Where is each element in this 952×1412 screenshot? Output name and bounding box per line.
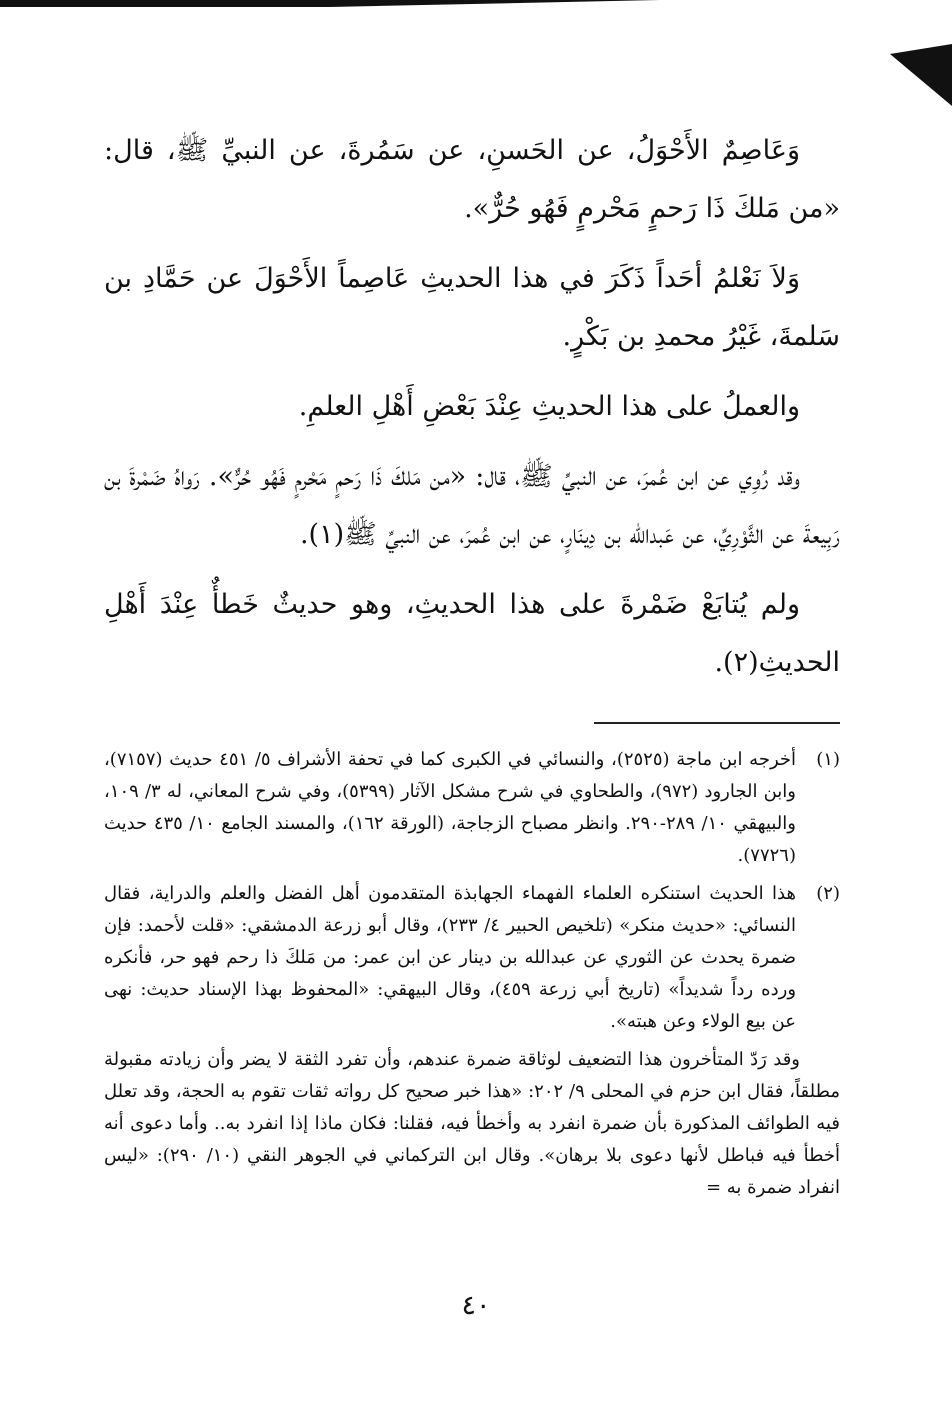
paragraph: وَلاَ نَعْلمُ أحَداً ذَكَرَ في هذا الحديثِ عَاصِماً الأَحْوَلَ عن حَمَّادِ بن سَلمةَ، غَيْرُ محمدِ بن بَكْرٍ. (104, 263, 840, 352)
paragraph: وقد رُوِي عن ابن عُمرَ، عن النبيِّ ﷺ، قال: «من مَلكَ ذَا رَحمٍ مَحْرمٍ فَهُو حُرٌّ». رَواهُ ضَمْرةَ بن رَبِيعةَ عن الثَّوْرِيِّ، عن عَبدالله بن دِينَارٍ، عن ابن عُمرَ، عن النبيِّ ﷺ(١). (104, 461, 840, 550)
paragraph: ولم يُتابَعْ ضَمْرةَ على هذا الحديثِ، وهو حديثٌ خَطأٌ عِنْدَ أَهْلِ الحديثِ(٢). (104, 589, 840, 678)
paragraph: والعملُ على هذا الحديثِ عِنْدَ بَعْضِ أَهْلِ العلمِ. (298, 391, 800, 422)
footnote-separator (594, 722, 840, 724)
footnote-text: هذا الحديث استنكره العلماء الفهماء الجهابذة المتقدمون أهل الفضل والعلم والدراية، فقال النسائي: «حديث منكر» (تلخيص الحبير ٤/ ٢٣٣)، وقال أبو زرعة الدمشقي: «قلت لأحمد: فإن ضمرة يحدث عن الثوري عن عبدالله بن دينار عن ابن عمر: من مَلكَ ذا رحم فهو حر، فأنكره ورده رداً شديداً» (تاريخ أبي زرعة ٤٥٩)، وقال البيهقي: «المحفوظ بهذا الإسناد حديث: نهى عن بيع الولاء وعن هبته». (104, 883, 797, 1032)
footnote-number: (٢) (816, 883, 840, 904)
footnote-text: أخرجه ابن ماجة (٢٥٢٥)، والنسائي في الكبرى كما في تحفة الأشراف ٥/ ٤٥١ حديث (٧١٥٧)، وابن الجارود (٩٧٢)، والطحاوي في شرح مشكل الآثار (٥٣٩٩)، وفي شرح المعاني، له ٣/ ١٠٩، والبيهقي ١٠/ ٢٨٩-٢٩٠. وانظر مصباح الزجاجة، (الورقة ١٦٢)، والمسند الجامع ١٠/ ٤٣٥ حديث (٧٧٢٦). (104, 749, 797, 866)
paragraph: وَعَاصِمٌ الأَحْوَلُ، عن الحَسنِ، عن سَمُرةَ، عن النبيِّ ﷺ، قال: «من مَلكَ ذَا رَحمٍ مَحْرمٍ فَهُو حُرٌّ». (104, 135, 840, 224)
footnote-continuation: وقد رَدّ المتأخرون هذا التضعيف لوثاقة ضمرة عندهم، وأن تفرد الثقة لا يضر وأن زيادته مقبولة مطلقاً، فقال ابن حزم في المحلى ٩/ ٢٠٢: «هذا خبر صحيح كل رواته ثقات تقوم به الحجة، وقد تعلل فيه الطوائف المذكورة بأن ضمرة انفرد به وأخطأ فيه، فقلنا: فكان ماذا إذا انفرد به.. وأما دعوى أنه أخطأ فيه فباطل لأنها دعوى بلا برهان». وقال ابن التركماني في الجوهر النقي (١٠/ ٢٩٠): «ليس انفراد ضمرة به = (104, 1049, 840, 1198)
main-text (104, 122, 840, 692)
footnote-number: (١) (816, 749, 840, 770)
page-number: ٤٠ (461, 1290, 491, 1321)
scan-edge-top (0, 0, 660, 7)
scan-corner-mark (890, 44, 952, 106)
footnote-2 (104, 878, 840, 1038)
footnote-1 (104, 744, 840, 872)
footnotes (104, 744, 840, 1204)
page-body (104, 122, 840, 1204)
